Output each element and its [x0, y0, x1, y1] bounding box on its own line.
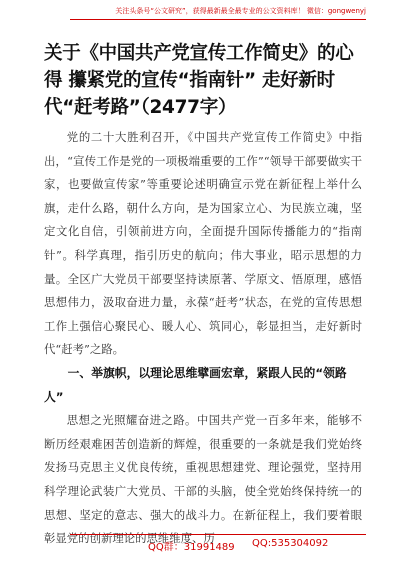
page-header-banner: 关注头条号“公文研究”，获得最新最全最专业的公文资料库！ 微信：gongwenyj	[115, 7, 366, 15]
header-divider	[70, 19, 366, 20]
paragraph-section-1: 思想之光照耀奋进之路。中国共产党一百多年来，能够不断历经艰难困苦创造新的辉煌，很重要的一条就是我们党始终发扬马克思主义优良传统，重视思想建党、理论强党，坚持用科学理论武装广大党员、干部的头脑，使全党始终保持统一的思想、坚定的意志、强大的战斗力。在新征程上，我们要着眼彰显党的创新理论的思维维度、历	[44, 413, 362, 546]
footer-divider	[70, 534, 366, 535]
paragraph-intro: 党的二十大胜利召开，《中国共产党宣传工作简史》中指出，“宣传工作是党的一项极端重要的工作”“领导干部要做实干家，也要做宣传家”等重要论述明确宣示党在新征程上举什么旗，走什么路，朝什么方向，是为国家立心、为民族立魂，坚定文化自信，引领前进方向，全面提升国际传播能力的“指南针”。科学真理，指引历史的航向；伟大事业，昭示思想的力量。全区广大党员干部要坚持读原著、学原文、悟原理，感悟思想伟力，汲取奋进力量，永葆“赶考”状态，在党的宣传思想工作上强信心聚民心、暖人心、筑同心，彰显担当，走好新时代“赶考”之路。	[44, 130, 362, 357]
footer-qq-group: QQ群：31991489	[148, 542, 235, 553]
document-body	[44, 40, 362, 551]
document-title: 关于《中国共产党宣传工作简史》的心得 攥紧党的宣传“指南针” 走好新时代“赶考路”（2477字）	[44, 43, 354, 118]
footer-qq-contact: QQ:535304092	[252, 538, 329, 549]
section-heading-1: 一、举旗帜，以理论思维擘画宏章，紧跟人民的“领路人”	[44, 365, 347, 404]
